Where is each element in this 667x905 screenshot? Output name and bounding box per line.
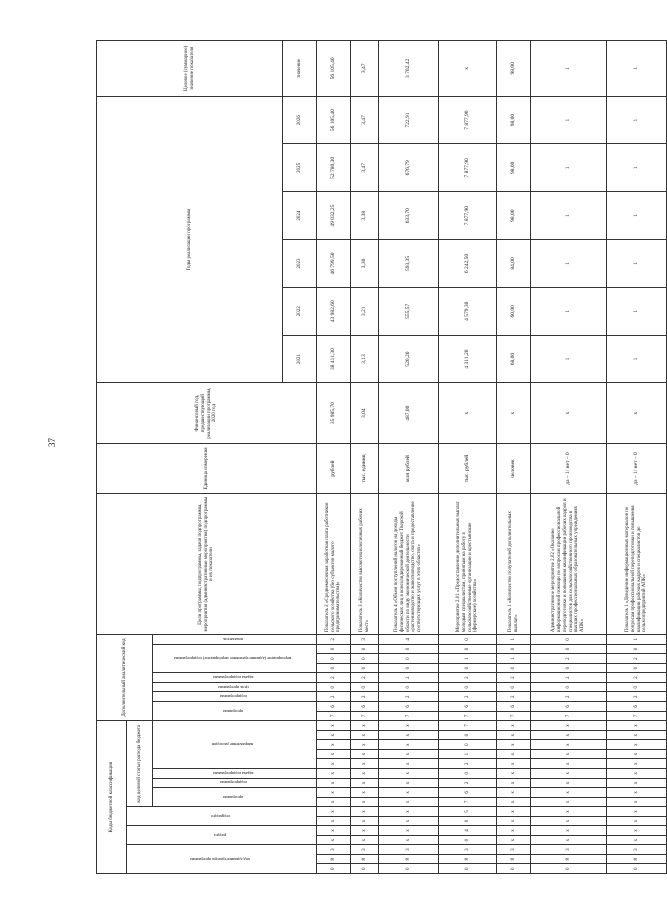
- row-year-value: 1: [607, 287, 667, 335]
- code-cell: 2: [439, 759, 497, 769]
- code-cell: x: [607, 826, 667, 836]
- code-cell: 0: [379, 682, 439, 692]
- code-cell: 2: [531, 654, 607, 664]
- code-cell: x: [531, 730, 607, 740]
- code-cell: x: [379, 816, 439, 826]
- code-cell: 0: [317, 644, 351, 654]
- header-budget-codes: Коды бюджетной классификации: [97, 721, 127, 874]
- code-cell: x: [607, 797, 667, 807]
- code-cell: 1: [497, 635, 531, 645]
- row-description: Показатель 2 «Среднемесячная заработная плата работников сельского хозяйства (без субъектов малого предпринимательства)»: [317, 494, 351, 635]
- header-target-value: Целевое (суммарное) значение показателя: [97, 41, 283, 97]
- row-year-value: 1: [607, 192, 667, 240]
- code-cell: 0: [531, 864, 607, 874]
- code-cell: x: [531, 807, 607, 817]
- code-cell: x: [497, 749, 531, 759]
- code-cell: 2: [351, 692, 379, 702]
- row-unit: млн рублей: [379, 443, 439, 493]
- code-cell: 0: [607, 682, 667, 692]
- header-csr: код целевой статьи расхода бюджета: [127, 721, 153, 807]
- code-cell: 5: [439, 807, 497, 817]
- code-cell: 2: [607, 692, 667, 702]
- code-cell: 3: [439, 845, 497, 855]
- code-cell: x: [379, 835, 439, 845]
- code-cell: x: [497, 816, 531, 826]
- page-number: 37: [47, 438, 57, 447]
- code-cell: 0: [439, 768, 497, 778]
- code-cell: x: [531, 749, 607, 759]
- code-cell: 6: [497, 702, 531, 712]
- row-year-value: 1: [607, 335, 667, 383]
- code-cell: x: [531, 826, 607, 836]
- row-year-value: 84,00: [497, 240, 531, 288]
- code-cell: 1: [439, 749, 497, 759]
- code-cell: x: [351, 721, 379, 731]
- code-cell: 7: [439, 721, 497, 731]
- row-unit: да – 1/ нет – 0: [531, 443, 607, 493]
- code-cell: 1: [439, 654, 497, 664]
- row-base-value: x: [607, 383, 667, 443]
- row-target-value: 3 702,42: [379, 41, 439, 97]
- code-cell: 0: [607, 864, 667, 874]
- code-cell: 0: [439, 835, 497, 845]
- row-description: Показатель 4 «Объем поступлений налогов на доходы физических лиц в консолидированный бюджет Тверской области по виду экономической деятельности «растениеводство и животноводство, охота и предоставление соответствующих услуг в этих областях»: [379, 494, 439, 635]
- code-cell: 0: [439, 682, 497, 692]
- code-cell: 0: [439, 864, 497, 874]
- row-year-value: 52 780,30: [317, 144, 351, 192]
- header-year-2024: 2024: [283, 192, 317, 240]
- row-year-value: 1: [531, 144, 607, 192]
- row-year-value: 520,20: [379, 335, 439, 383]
- code-cell: x: [531, 816, 607, 826]
- code-cell: x: [497, 797, 531, 807]
- code-cell: 2: [439, 673, 497, 683]
- code-cell: 8: [379, 854, 439, 864]
- row-description: Административное мероприятие 2.02 «Оказание информационной помощи по вопросам профессиональной переподготовки и повышения квалификации рабочих кадров и специалистов для сельскохозяйственного производства в высших профессиональных образовательных учреждениях АПК»: [531, 494, 607, 635]
- row-year-value: 1: [531, 335, 607, 383]
- row-unit: рублей: [317, 443, 351, 493]
- row-year-value: 1: [607, 240, 667, 288]
- code-cell: x: [379, 778, 439, 788]
- code-cell: x: [317, 797, 351, 807]
- code-cell: 7: [497, 711, 531, 721]
- header-code-subsection: подраздел: [127, 807, 317, 826]
- code-cell: x: [497, 807, 531, 817]
- code-cell: 3: [379, 845, 439, 855]
- code-cell: 0: [317, 654, 351, 664]
- code-cell: x: [379, 721, 439, 731]
- code-cell: 0: [531, 635, 607, 645]
- row-year-value: 7 877,90: [439, 192, 497, 240]
- header-add-task: задача подпрограммы: [153, 673, 317, 683]
- code-cell: 2: [607, 673, 667, 683]
- row-year-value: 60,00: [497, 287, 531, 335]
- code-cell: x: [531, 768, 607, 778]
- code-cell: x: [531, 740, 607, 750]
- row-year-value: 4 311,20: [439, 335, 497, 383]
- code-cell: 0: [317, 864, 351, 874]
- header-year-2021: 2021: [283, 335, 317, 383]
- row-year-value: 1: [607, 96, 667, 144]
- code-cell: 1: [607, 635, 667, 645]
- code-cell: x: [497, 730, 531, 740]
- code-cell: 7: [439, 711, 497, 721]
- row-year-value: 3,21: [351, 287, 379, 335]
- document-sheet: [96, 40, 648, 874]
- table-row: [607, 41, 667, 874]
- code-cell: x: [351, 740, 379, 750]
- row-year-value: 3,38: [351, 192, 379, 240]
- row-year-value: 7 877,90: [439, 144, 497, 192]
- code-cell: 2: [351, 673, 379, 683]
- code-cell: 7: [531, 711, 607, 721]
- code-cell: 6: [607, 702, 667, 712]
- code-cell: 0: [351, 663, 379, 673]
- code-cell: x: [379, 749, 439, 759]
- code-cell: x: [351, 807, 379, 817]
- code-cell: x: [351, 835, 379, 845]
- code-cell: x: [607, 759, 667, 769]
- code-cell: x: [317, 721, 351, 731]
- code-cell: x: [317, 835, 351, 845]
- code-cell: 0: [439, 740, 497, 750]
- table-row: [497, 41, 531, 874]
- code-cell: 3: [351, 845, 379, 855]
- code-cell: x: [497, 740, 531, 750]
- code-cell: 8: [351, 854, 379, 864]
- header-add-subprogram: подпрограмма: [153, 692, 317, 702]
- row-year-value: 676,79: [379, 144, 439, 192]
- code-cell: x: [607, 778, 667, 788]
- row-unit: человек: [497, 443, 531, 493]
- code-cell: x: [607, 835, 667, 845]
- code-cell: x: [351, 749, 379, 759]
- row-year-value: 98,00: [497, 144, 531, 192]
- row-unit: тыс. рублей: [439, 443, 497, 493]
- code-cell: 0: [439, 635, 497, 645]
- row-target-value: 56 105,40: [317, 41, 351, 97]
- row-base-value: 3,04: [351, 383, 379, 443]
- row-year-value: 4 579,30: [439, 287, 497, 335]
- code-cell: x: [317, 816, 351, 826]
- header-year-2026: 2026: [283, 96, 317, 144]
- code-cell: x: [317, 807, 351, 817]
- header-add-program: программа: [153, 702, 317, 721]
- code-cell: 2: [379, 673, 439, 683]
- row-year-value: 46 799,50: [317, 240, 351, 288]
- header-csr-subprogram: подпрограмма: [153, 778, 317, 788]
- header-unit: Единица измерения: [97, 443, 317, 493]
- code-cell: x: [351, 778, 379, 788]
- code-cell: 0: [439, 816, 497, 826]
- code-cell: x: [607, 788, 667, 798]
- code-cell: 6: [439, 702, 497, 712]
- row-target-value: 98,00: [497, 41, 531, 97]
- header-financial-year: Финансовый год, предшествующий реализации программы, 2020 год: [97, 383, 317, 443]
- header-value: значение: [283, 41, 317, 97]
- code-cell: 0: [497, 682, 531, 692]
- header-add-goal: цель программы: [153, 682, 317, 692]
- row-year-value: 98,00: [497, 192, 531, 240]
- row-base-value: 35 985,70: [317, 383, 351, 443]
- code-cell: 7: [379, 711, 439, 721]
- code-cell: 1: [497, 654, 531, 664]
- row-year-value: 593,35: [379, 240, 439, 288]
- row-year-value: 1: [531, 96, 607, 144]
- code-cell: x: [531, 721, 607, 731]
- row-year-value: 1: [531, 287, 607, 335]
- code-cell: x: [497, 826, 531, 836]
- header-year-2023: 2023: [283, 240, 317, 288]
- header-csr-direction: направление расходов: [153, 721, 317, 769]
- code-cell: 0: [439, 644, 497, 654]
- code-cell: x: [497, 721, 531, 731]
- code-cell: 6: [531, 702, 607, 712]
- code-cell: x: [497, 778, 531, 788]
- code-cell: 0: [497, 864, 531, 874]
- row-base-value: 487,00: [379, 383, 439, 443]
- code-cell: x: [607, 730, 667, 740]
- row-year-value: 722,91: [379, 96, 439, 144]
- code-cell: x: [379, 730, 439, 740]
- code-cell: 3: [607, 845, 667, 855]
- code-cell: x: [351, 768, 379, 778]
- code-cell: x: [351, 797, 379, 807]
- row-description: Показатель 3 «Количество высокотехнологичных рабочих мест»: [351, 494, 379, 635]
- code-cell: x: [497, 759, 531, 769]
- code-cell: 0: [379, 864, 439, 874]
- code-cell: 6: [351, 702, 379, 712]
- code-cell: 7: [439, 797, 497, 807]
- row-base-value: x: [497, 383, 531, 443]
- row-description: Мероприятие 2.01 «Предоставление дополнительных выплат молодым специалистам, принятым на работу в сельскохозяйственные организации и крестьянские (фермерские) хозяйства»: [439, 494, 497, 635]
- code-cell: x: [317, 778, 351, 788]
- code-cell: 0: [497, 663, 531, 673]
- code-cell: 0: [439, 730, 497, 740]
- header-code-admin: код администратора программы: [127, 845, 317, 874]
- code-cell: x: [351, 788, 379, 798]
- code-cell: 0: [379, 654, 439, 664]
- row-year-value: 3,47: [351, 96, 379, 144]
- table-row: [317, 41, 351, 874]
- row-year-value: 68,00: [497, 335, 531, 383]
- code-cell: 6: [439, 788, 497, 798]
- code-cell: 0: [317, 682, 351, 692]
- code-cell: x: [351, 816, 379, 826]
- program-indicators-table: [96, 40, 667, 874]
- code-cell: 0: [607, 644, 667, 654]
- code-cell: x: [317, 740, 351, 750]
- code-cell: x: [351, 759, 379, 769]
- code-cell: x: [531, 797, 607, 807]
- code-cell: x: [607, 740, 667, 750]
- code-cell: 2: [379, 692, 439, 702]
- code-cell: 8: [439, 854, 497, 864]
- code-cell: x: [607, 749, 667, 759]
- code-cell: 0: [351, 682, 379, 692]
- row-year-value: 555,57: [379, 287, 439, 335]
- code-cell: 2: [439, 778, 497, 788]
- code-cell: x: [531, 778, 607, 788]
- code-cell: 3: [351, 635, 379, 645]
- code-cell: x: [531, 835, 607, 845]
- code-cell: 2: [317, 635, 351, 645]
- table-row: [379, 41, 439, 874]
- row-year-value: 38 411,30: [317, 335, 351, 383]
- code-cell: x: [497, 788, 531, 798]
- code-cell: 0: [351, 644, 379, 654]
- code-cell: x: [317, 788, 351, 798]
- row-target-value: 1: [531, 41, 607, 97]
- table-row: [351, 41, 379, 874]
- code-cell: x: [607, 768, 667, 778]
- row-description: Показатель 1 «Количество получателей дополнительных выплат»: [497, 494, 531, 635]
- header-year-2025: 2025: [283, 144, 317, 192]
- row-target-value: 3,47: [351, 41, 379, 97]
- code-cell: x: [317, 768, 351, 778]
- row-year-value: 633,70: [379, 192, 439, 240]
- code-cell: x: [531, 788, 607, 798]
- code-cell: 0: [351, 864, 379, 874]
- code-cell: 0: [317, 663, 351, 673]
- code-cell: 2: [531, 673, 607, 683]
- code-cell: 3: [317, 845, 351, 855]
- code-cell: 0: [497, 644, 531, 654]
- code-cell: x: [317, 826, 351, 836]
- row-year-value: 56 105,40: [317, 96, 351, 144]
- header-year-2022: 2022: [283, 287, 317, 335]
- code-cell: 3: [497, 845, 531, 855]
- code-cell: x: [607, 816, 667, 826]
- row-year-value: 7 877,90: [439, 96, 497, 144]
- code-cell: 6: [317, 702, 351, 712]
- code-cell: 4: [439, 826, 497, 836]
- code-cell: x: [379, 826, 439, 836]
- row-year-value: 49 032,25: [317, 192, 351, 240]
- header-add-event: мероприятие (административное мероприятие) подпрограммы: [153, 644, 317, 673]
- code-cell: 2: [439, 692, 497, 702]
- row-base-value: x: [439, 383, 497, 443]
- code-cell: 2: [497, 673, 531, 683]
- row-year-value: 43 982,60: [317, 287, 351, 335]
- code-cell: 0: [531, 644, 607, 654]
- code-cell: 7: [317, 711, 351, 721]
- code-cell: 2: [531, 692, 607, 702]
- code-cell: x: [379, 807, 439, 817]
- code-cell: x: [379, 768, 439, 778]
- row-unit: да – 1/ нет – 0: [607, 443, 667, 493]
- code-cell: x: [379, 797, 439, 807]
- code-cell: 8: [497, 854, 531, 864]
- row-year-value: 98,00: [497, 96, 531, 144]
- row-unit: тыс. единиц: [351, 443, 379, 493]
- code-cell: 0: [607, 663, 667, 673]
- code-cell: 0: [531, 663, 607, 673]
- rotated-table-wrapper: [96, 40, 648, 874]
- header-csr-task: задача подпрограммы: [153, 768, 317, 778]
- code-cell: 2: [497, 692, 531, 702]
- code-cell: 0: [439, 663, 497, 673]
- code-cell: 2: [317, 692, 351, 702]
- code-cell: 8: [317, 854, 351, 864]
- row-description: Показатель 1 «Доведение информационных материалов по вопросам профессиональной переподготовки и повышения квалификации рабочих кадров и специалистов до сельхозпредприятий АПК»: [607, 494, 667, 635]
- code-cell: x: [351, 826, 379, 836]
- header-code-section: раздел: [127, 826, 317, 845]
- row-base-value: x: [531, 383, 607, 443]
- code-cell: 0: [379, 644, 439, 654]
- row-year-value: 6 242,50: [439, 240, 497, 288]
- code-cell: x: [379, 740, 439, 750]
- row-year-value: 1: [531, 240, 607, 288]
- code-cell: 3: [531, 845, 607, 855]
- code-cell: x: [607, 721, 667, 731]
- table-row: [531, 41, 607, 874]
- table-body: [317, 41, 667, 874]
- row-year-value: 3,47: [351, 144, 379, 192]
- row-year-value: 3,30: [351, 240, 379, 288]
- code-cell: x: [379, 788, 439, 798]
- row-year-value: 1: [607, 144, 667, 192]
- code-cell: 0: [531, 682, 607, 692]
- code-cell: 0: [379, 663, 439, 673]
- code-cell: 2: [607, 654, 667, 664]
- header-additional-codes: Дополнительный аналитический код: [97, 635, 153, 721]
- code-cell: x: [497, 768, 531, 778]
- code-cell: 7: [351, 711, 379, 721]
- code-cell: 7: [607, 711, 667, 721]
- header-csr-program: программа: [153, 788, 317, 807]
- table-row: [439, 41, 497, 874]
- code-cell: x: [531, 759, 607, 769]
- code-cell: 6: [379, 702, 439, 712]
- code-cell: x: [607, 807, 667, 817]
- code-cell: x: [317, 730, 351, 740]
- row-year-value: 1: [531, 192, 607, 240]
- code-cell: 8: [531, 854, 607, 864]
- header-years-title: Годы реализации программы: [97, 96, 283, 383]
- row-target-value: x: [439, 41, 497, 97]
- code-cell: x: [351, 730, 379, 740]
- code-cell: 0: [351, 654, 379, 664]
- code-cell: x: [317, 749, 351, 759]
- code-cell: 4: [379, 635, 439, 645]
- code-cell: 8: [607, 854, 667, 864]
- code-cell: 2: [317, 673, 351, 683]
- row-year-value: 3,13: [351, 335, 379, 383]
- header-add-indicator: показатель: [153, 635, 317, 645]
- code-cell: x: [379, 759, 439, 769]
- row-target-value: 1: [607, 41, 667, 97]
- code-cell: x: [317, 759, 351, 769]
- header-program-name: Цели программы, подпрограммы, задачи подпрограммы, мероприятия (административные мероприятия) подпрограммы и их показатели: [97, 494, 317, 635]
- code-cell: x: [497, 835, 531, 845]
